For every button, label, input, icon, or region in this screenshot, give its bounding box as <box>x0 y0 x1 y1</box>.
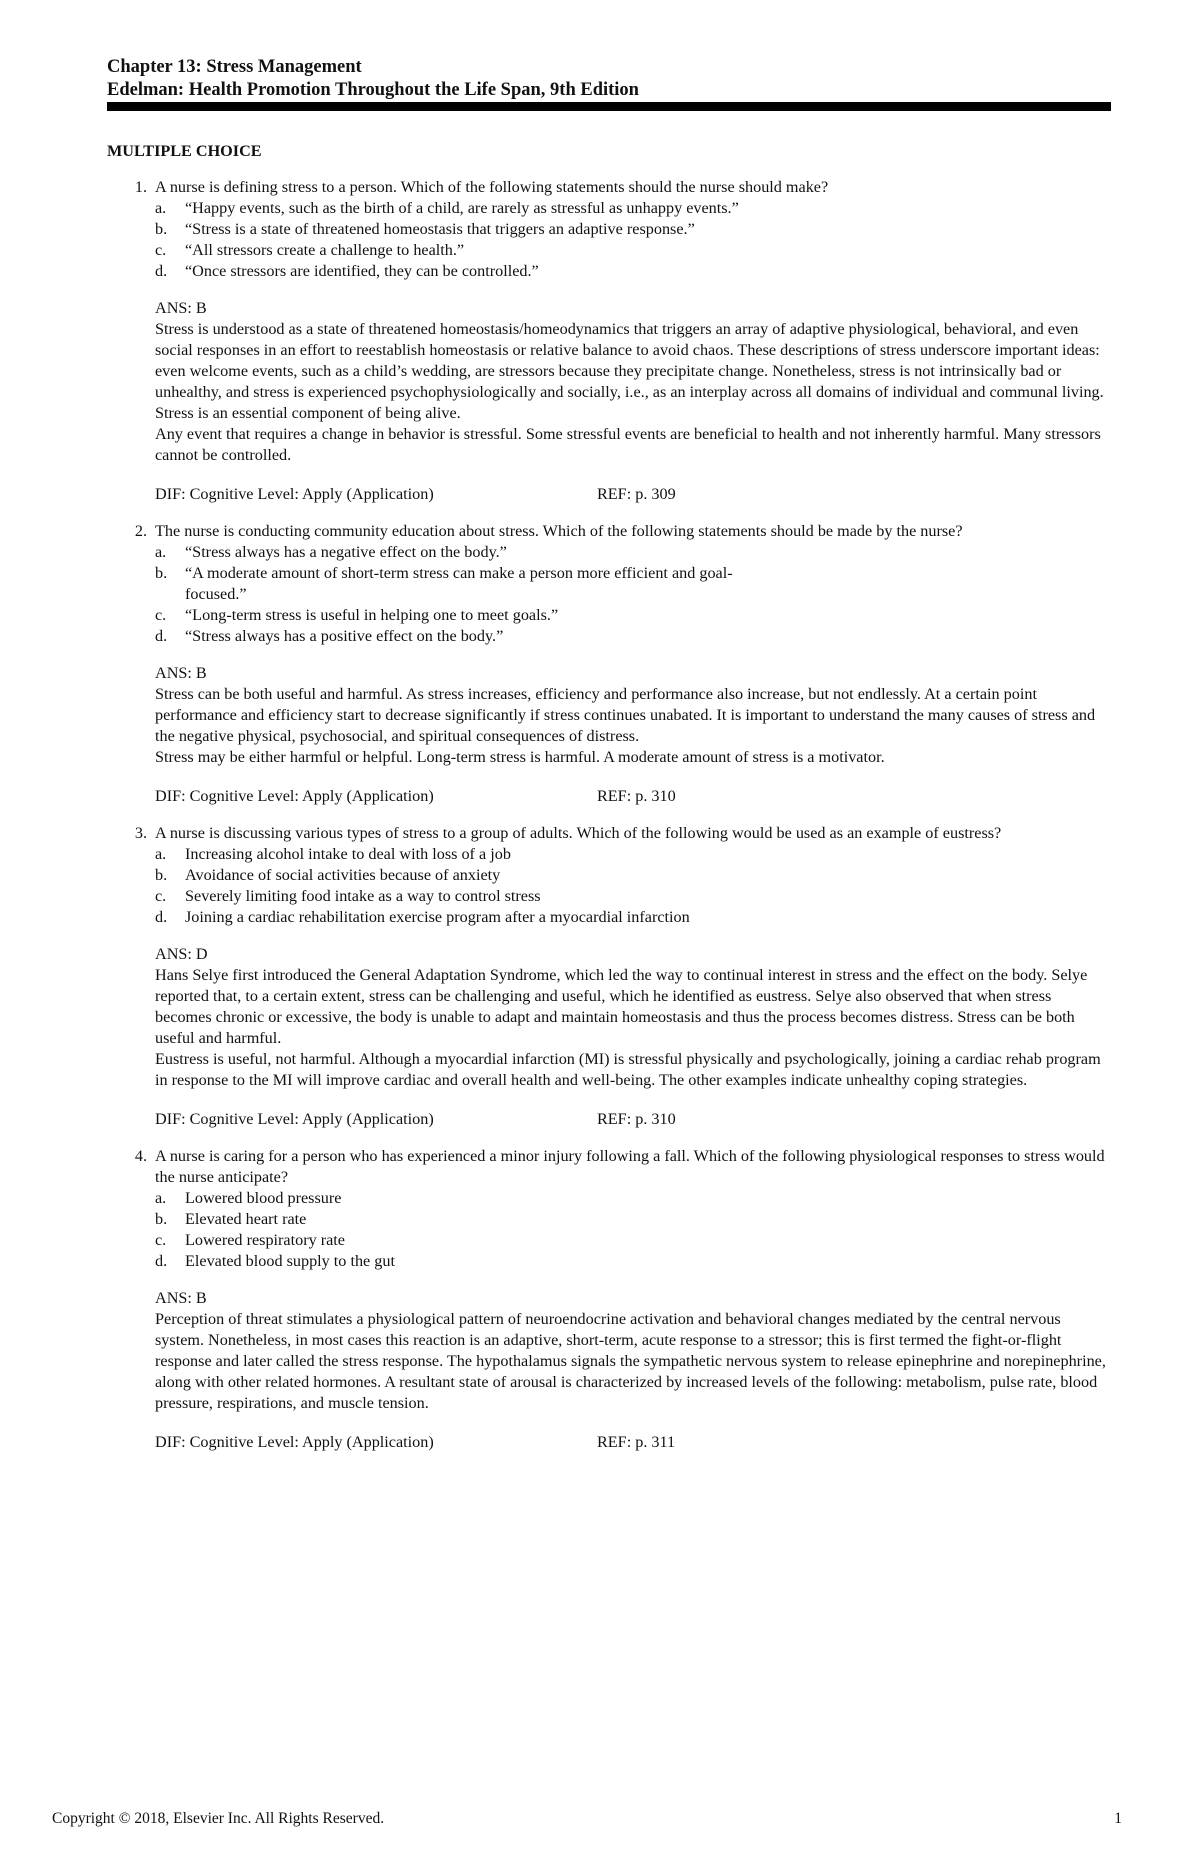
option-d <box>155 1251 1110 1272</box>
question-1 <box>107 177 1110 505</box>
option-letter: c. <box>155 606 167 624</box>
option-a <box>155 198 1110 219</box>
question-list <box>107 177 1110 1469</box>
option-b <box>155 563 1110 605</box>
answer-label: ANS: B <box>155 664 207 682</box>
option-letter: d. <box>155 627 168 645</box>
option-letter: b. <box>155 866 168 884</box>
question-2 <box>107 521 1110 807</box>
option-letter: a. <box>155 199 167 217</box>
option-text: Avoidance of social activities because of anxiety <box>185 866 501 884</box>
option-letter: b. <box>155 220 168 238</box>
section-title: MULTIPLE CHOICE <box>107 142 262 160</box>
rationale-paragraph: Eustress is useful, not harmful. Although a myocardial infarction (MI) is stressful physically and psychologically, joining a cardiac rehab program in response to the MI will improve cardiac and overall health and well-being. The other examples indicate unhealthy coping strategies. <box>155 1050 1101 1089</box>
option-b <box>155 865 1110 886</box>
option-a <box>155 1188 1110 1209</box>
question-meta <box>155 1109 1110 1130</box>
question-stem: A nurse is defining stress to a person. Which of the following statements should the nurse should make? <box>155 178 829 196</box>
reference-label: REF: p. 311 <box>597 1433 676 1451</box>
option-text: “Long-term stress is useful in helping one to meet goals.” <box>185 606 559 624</box>
option-d <box>155 261 1110 282</box>
option-letter: d. <box>155 262 168 280</box>
header-rule <box>107 102 1111 111</box>
option-text: “Stress is a state of threatened homeostasis that triggers an adaptive response.” <box>185 220 695 238</box>
option-text: Lowered respiratory rate <box>185 1231 345 1249</box>
difficulty-label: DIF: Cognitive Level: Apply (Application) <box>155 787 434 805</box>
document-header <box>107 56 1110 102</box>
option-letter: a. <box>155 1189 167 1207</box>
option-a <box>155 542 1110 563</box>
book-title: Edelman: Health Promotion Throughout the Life Span, 9th Edition <box>107 80 639 100</box>
option-letter: a. <box>155 845 167 863</box>
option-text: “Stress always has a negative effect on the body.” <box>185 543 507 561</box>
answer-label: ANS: B <box>155 299 207 317</box>
answer-label: ANS: D <box>155 945 208 963</box>
option-letter: a. <box>155 543 167 561</box>
option-letter: d. <box>155 908 168 926</box>
question-3 <box>107 823 1110 1130</box>
reference-label: REF: p. 310 <box>597 787 676 805</box>
rationale-paragraph: Stress is understood as a state of threatened homeostasis/homeodynamics that triggers an array of adaptive physiological, behavioral, and even social responses in an effort to reestablish homeostasis or relative balance to avoid chaos. These descriptions of stress underscore important ideas: even welcome events, such as a child’s wedding, are stressors because they precipitate change. Nonetheless, stress is not intrinsically bad or unhealthy, and stress is experienced psychophysiologically and socially, i.e., as an interplay across all domains of individual and communal living. Stress is an essential component of being alive. <box>155 320 1104 422</box>
rationale-paragraph: Hans Selye first introduced the General Adaptation Syndrome, which led the way to continual interest in stress and the effect on the body. Selye reported that, to a certain extent, stress can be challenging and useful, which he identified as eustress. Selye also observed that when stress becomes chronic or excessive, the body is unable to adapt and maintain homeostasis and thus the process becomes distress. Stress can be both useful and harmful. <box>155 966 1088 1047</box>
option-text: Increasing alcohol intake to deal with loss of a job <box>185 845 511 863</box>
option-letter: c. <box>155 1231 167 1249</box>
option-text: Severely limiting food intake as a way to control stress <box>185 887 541 905</box>
option-letter: b. <box>155 564 168 582</box>
option-letter: c. <box>155 241 167 259</box>
question-number: 4. <box>134 1147 147 1165</box>
question-number: 3. <box>134 824 147 842</box>
question-meta <box>155 1432 1110 1453</box>
option-text: “A moderate amount of short-term stress can make a person more efficient and goal-focused.” <box>185 564 733 603</box>
question-stem: A nurse is discussing various types of stress to a group of adults. Which of the following would be used as an example of eustress? <box>155 824 1002 842</box>
question-number: 2. <box>134 522 147 540</box>
rationale-paragraph: Perception of threat stimulates a physiological pattern of neuroendocrine activation and behavioral changes mediated by the central nervous system. Nonetheless, in most cases this reaction is an adaptive, short-term, acute response to a stressor; this is first termed the fight-or-flight response and later called the stress response. The hypothalamus signals the sympathetic nervous system to release epinephrine and norepinephrine, along with other related hormones. A resultant state of arousal is characterized by increased levels of the following: metabolism, pulse rate, blood pressure, respirations, and muscle tension. <box>155 1310 1106 1412</box>
option-b <box>155 219 1110 240</box>
question-meta <box>155 786 1110 807</box>
option-c <box>155 886 1110 907</box>
rationale-paragraph: Any event that requires a change in behavior is stressful. Some stressful events are beneficial to health and not inherently harmful. Many stressors cannot be controlled. <box>155 425 1101 464</box>
option-text: Elevated heart rate <box>185 1210 307 1228</box>
question-number: 1. <box>134 178 147 196</box>
option-d <box>155 907 1110 928</box>
option-a <box>155 844 1110 865</box>
option-text: “Happy events, such as the birth of a child, are rarely as stressful as unhappy events.” <box>185 199 739 217</box>
reference-label: REF: p. 310 <box>597 1110 676 1128</box>
difficulty-label: DIF: Cognitive Level: Apply (Application) <box>155 1110 434 1128</box>
option-text: “All stressors create a challenge to health.” <box>185 241 465 259</box>
question-stem: The nurse is conducting community education about stress. Which of the following statements should be made by the nurse? <box>155 522 963 540</box>
option-text: Elevated blood supply to the gut <box>185 1252 395 1270</box>
difficulty-label: DIF: Cognitive Level: Apply (Application) <box>155 1433 434 1451</box>
option-text: “Stress always has a positive effect on the body.” <box>185 627 504 645</box>
option-c <box>155 240 1110 261</box>
question-4 <box>107 1146 1110 1453</box>
option-text: “Once stressors are identified, they can be controlled.” <box>185 262 539 280</box>
page-number: 1 <box>1114 1810 1122 1827</box>
option-letter: b. <box>155 1210 168 1228</box>
difficulty-label: DIF: Cognitive Level: Apply (Application) <box>155 485 434 503</box>
rationale-paragraph: Stress may be either harmful or helpful. Long-term stress is harmful. A moderate amount of stress is a motivator. <box>155 748 885 766</box>
option-letter: c. <box>155 887 167 905</box>
option-c <box>155 605 1110 626</box>
option-d <box>155 626 1110 647</box>
option-letter: d. <box>155 1252 168 1270</box>
reference-label: REF: p. 309 <box>597 485 676 503</box>
chapter-title: Chapter 13: Stress Management <box>107 57 362 77</box>
option-text: Lowered blood pressure <box>185 1189 342 1207</box>
copyright-notice: Copyright © 2018, Elsevier Inc. All Rights Reserved. <box>52 1810 385 1827</box>
question-stem: A nurse is caring for a person who has experienced a minor injury following a fall. Which of the following physiological responses to stress would the nurse anticipate? <box>155 1147 1105 1186</box>
rationale-paragraph: Stress can be both useful and harmful. As stress increases, efficiency and performance also increase, but not endlessly. At a certain point performance and efficiency start to decrease significantly if stress continues unabated. It is important to understand the many causes of stress and the negative physical, psychosocial, and spiritual consequences of distress. <box>155 685 1096 745</box>
option-text: Joining a cardiac rehabilitation exercise program after a myocardial infarction <box>185 908 690 926</box>
option-c <box>155 1230 1110 1251</box>
answer-label: ANS: B <box>155 1289 207 1307</box>
option-b <box>155 1209 1110 1230</box>
question-meta <box>155 484 1110 505</box>
